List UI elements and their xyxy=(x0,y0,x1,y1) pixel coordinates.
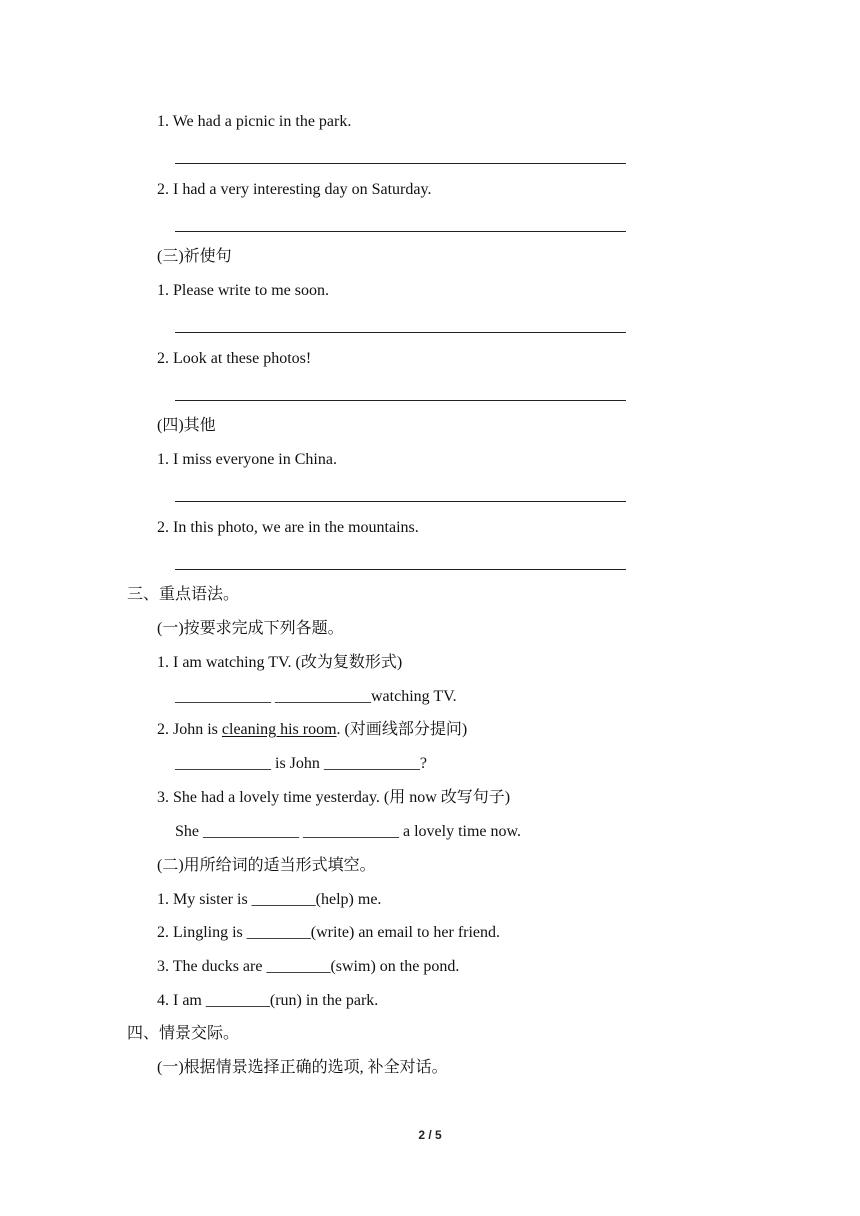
subheading-choose: (一)根据情景选择正确的选项, 补全对话。 xyxy=(157,1059,448,1076)
answer-line xyxy=(175,400,626,401)
sentence-a2: 2. I had a very interesting day on Saturday. xyxy=(157,181,432,198)
answer-line xyxy=(175,501,626,502)
answer-1: ____________ ____________watching TV. xyxy=(175,688,457,705)
sentence-c2: 2. In this photo, we are in the mountains. xyxy=(157,519,419,536)
question-2 xyxy=(157,720,467,740)
fill-2: 2. Lingling is ________(write) an email to her friend. xyxy=(157,924,501,941)
answer-line xyxy=(175,231,626,232)
fill-1: 1. My sister is ________(help) me. xyxy=(157,891,382,908)
subheading-complete: (一)按要求完成下列各题。 xyxy=(157,620,344,637)
page-number: 2 / 5 xyxy=(418,1128,442,1142)
underlined-phrase: cleaning his room xyxy=(221,721,337,738)
fill-3: 3. The ducks are ________(swim) on the pond. xyxy=(157,958,460,975)
subheading-fill-in: (二)用所给词的适当形式填空。 xyxy=(157,857,376,874)
answer-2: ____________ is John ____________? xyxy=(175,755,427,772)
answer-line xyxy=(175,163,626,164)
sentence-b2: 2. Look at these photos! xyxy=(157,350,312,367)
sentence-a1: 1. We had a picnic in the park. xyxy=(157,113,352,130)
section-title-grammar: 三、重点语法。 xyxy=(127,586,240,603)
fill-4: 4. I am ________(run) in the park. xyxy=(157,992,379,1009)
subheading-imperative: (三)祈使句 xyxy=(157,248,232,265)
answer-3: She ____________ ____________ a lovely time now. xyxy=(175,823,522,840)
section-title-dialogue: 四、情景交际。 xyxy=(127,1025,240,1042)
question-3: 3. She had a lovely time yesterday. (用 now 改写句子) xyxy=(157,789,511,806)
sentence-b1: 1. Please write to me soon. xyxy=(157,282,329,299)
answer-line xyxy=(175,332,626,333)
question-2-end: . (对画线部分提问) xyxy=(336,721,468,738)
question-1: 1. I am watching TV. (改为复数形式) xyxy=(157,654,403,671)
subheading-other: (四)其他 xyxy=(157,417,216,434)
answer-line xyxy=(175,569,626,570)
question-2-start: 2. John is xyxy=(157,721,222,738)
sentence-c1: 1. I miss everyone in China. xyxy=(157,451,337,468)
